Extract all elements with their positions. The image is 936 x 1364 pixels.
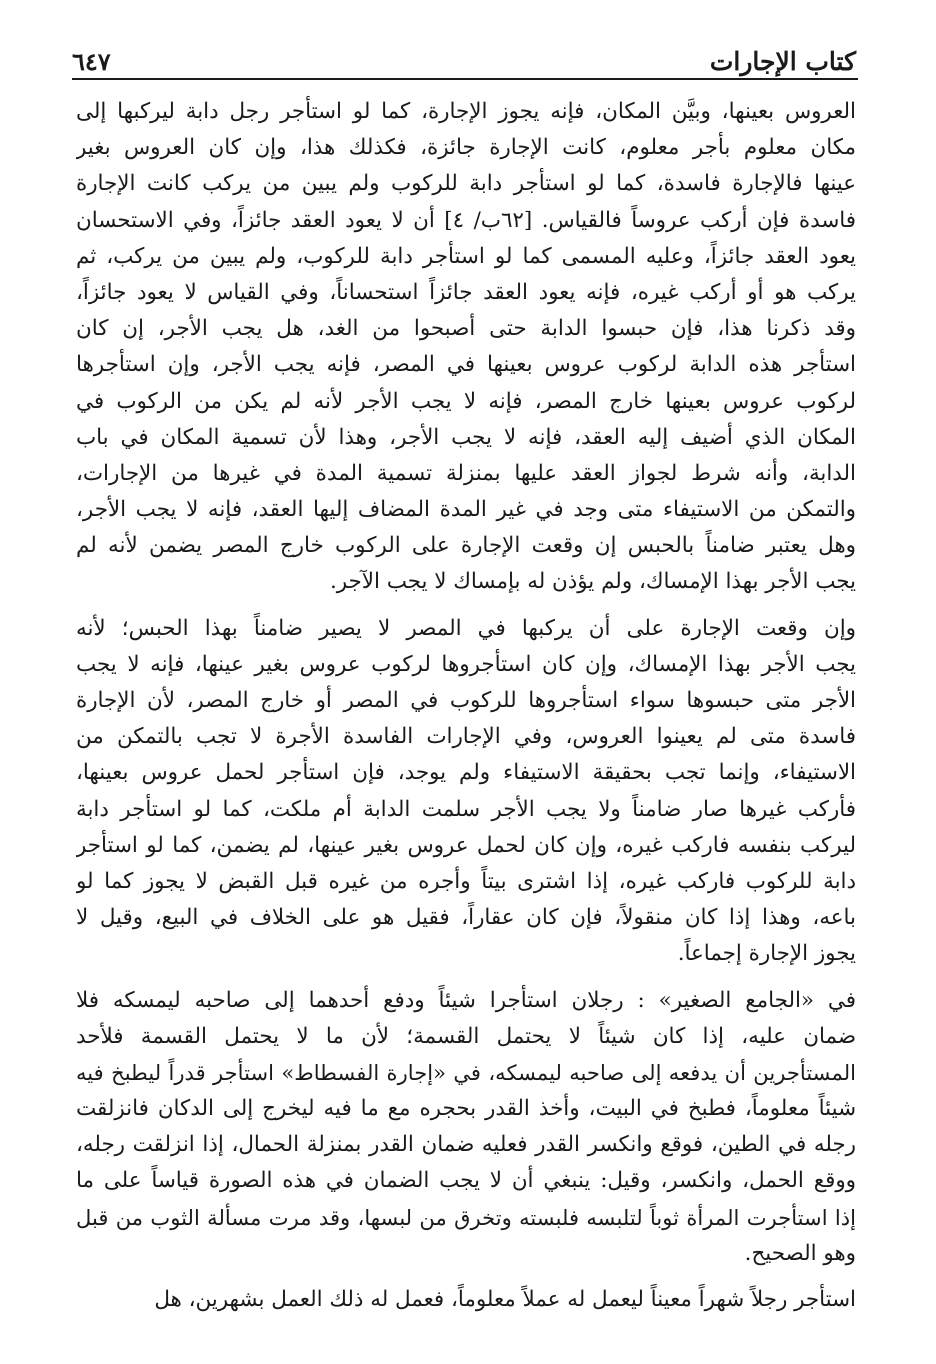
text-line: ضمان عليه، إذا كان شيئاً لا يحتمل القسمة؛ لأن ما لا يحتمل القسمة فلأحد (76, 1023, 856, 1049)
text-line: الاستيفاء، وإنما تجب بحقيقة الاستيفاء ولم يوجد، فإن استأجر لحمل عروس بعينها، (76, 760, 856, 786)
text-line: عينها فالإجارة فاسدة، كما لو استأجر دابة للركوب ولم يبين من يركب كانت الإجارة (76, 171, 856, 197)
text-line: يجب الأجر بهذا الإمساك، وإن كان استأجروها لركوب عروس بغير عينها، فإنه لا يجب (76, 651, 856, 677)
text-line: مكان معلوم بأجر معلوم، كانت الإجارة جائزة، فكذلك هذا، وإن كان العروس بغير (76, 135, 856, 161)
text-line: فاسدة فإن أركب عروساً فالقياس. [٦٢ب/ ٤] أن لا يعود العقد جائزاً، وفي الاستحسان (76, 207, 856, 233)
text-line: دابة للركوب فاركب غيره، إذا اشترى بيتاً وأجره من غيره قبل القبض لا يجوز كما لو (76, 868, 856, 894)
paragraph (76, 1282, 856, 1318)
text-line: يعود العقد جائزاً، وعليه المسمى كما لو استأجر دابة للركوب، ولم يبين من يركب، ثم (76, 243, 856, 269)
text-line: يجب الأجر بهذا الإمساك، ولم يؤذن له بإمساك لا يجب الآجر. (329, 569, 856, 595)
text-line: الدابة، وأنه شرط لجواز العقد عليها بمنزلة تسمية المدة في غيرها من الإجارات، (76, 460, 856, 486)
text-line: العروس بعينها، وبيَّن المكان، فإنه يجوز الإجارة، كما لو استأجر رجل دابة ليركبها إلى (76, 99, 856, 124)
text-line: المستأجرين أن يدفعه إلى صاحبه ليمسكه، في «إجارة الفسطاط» استأجر قدراً ليطبخ فيه (76, 1059, 856, 1085)
text-line: يجوز الإجارة إجماعاً. (677, 941, 856, 967)
header-divider (72, 78, 858, 80)
text-line: الأجر متى حبسوها سواء استأجروها للركوب في المصر أو خارج المصر، لأن الإجارة (76, 688, 856, 713)
paragraph (76, 611, 856, 973)
text-line: وهو الصحيح. (744, 1240, 856, 1266)
text-line: استأجر رجلاً شهراً معيناً ليعمل له عملاً معلوماً، فعمل له ذلك العمل بشهرين، هل (154, 1287, 856, 1312)
text-line: ووقع الحمل، وانكسر، وقيل: ينبغي أن لا يجب الضمان في هذه الصورة قياساً على ما (76, 1168, 856, 1194)
running-title: كتاب الإجارات (709, 47, 856, 76)
text-line: شيئاً معلوماً، فطبخ في البيت، وأخذ القدر بحجره مع ما فيه ليخرج إلى الدكان فانزلقت (76, 1096, 856, 1122)
text-line: والتمكن من الاستيفاء متى وجد في غير المدة المضاف إليها العقد، فإنه لا يجب الأجر، (76, 497, 856, 523)
text-line: ليركب بنفسه فاركب غيره، وإن كان لحمل عروس بغير عينها، لم يضمن، كما لو استأجر (76, 832, 856, 858)
text-line: وقد ذكرنا هذا، فإن حبسوا الدابة حتى أصبحوا من الغد، هل يجب الأجر، إن كان (76, 316, 856, 342)
paragraph (76, 983, 856, 1273)
text-line: وهل يعتبر ضامناً بالحبس إن وقعت الإجارة على الركوب خارج المصر يضمن لأنه لم (76, 533, 856, 559)
text-line: باعه، وهذا إذا كان منقولاً، فإن كان عقاراً، فقيل هو على الخلاف في البيع، وقيل لا (76, 905, 856, 931)
text-line: استأجر هذه الدابة لركوب عروس بعينها في المصر، فإنه يجب الأجر، وإن استأجرها (76, 352, 856, 378)
page-header (72, 30, 856, 74)
text-line: المكان الذي أضيف إليه العقد، فإنه لا يجب الأجر، وهذا لأن تسمية المكان في باب (76, 424, 856, 450)
text-line: في «الجامع الصغير» : رجلان استأجرا شيئاً ودفع أحدهما إلى صاحبه ليمسكه فلا (76, 987, 856, 1013)
text-line: إذا استأجرت المرأة ثوباً لتلبسه فلبسته وتخرق من لبسها، وقد مرت مسألة الثوب من قبل (76, 1204, 856, 1230)
text-line: لركوب عروس بعينها خارج المصر، فإنه لا يجب الأجر لأنه لم يكن من الركوب في (76, 388, 856, 414)
page-number: ٦٤٧ (72, 47, 111, 76)
text-line: فاسدة متى لم يعينوا العروس، وفي الإجارات الفاسدة الأجرة لا تجب بالتمكن من (76, 724, 856, 750)
paragraph (76, 94, 856, 601)
text-line: يركب هو أو أركب غيره، فإنه يعود العقد جائزاً استحساناً، وفي القياس لا يعود جائزاً، (76, 279, 856, 305)
body-text (76, 94, 856, 1328)
text-line: فأركب غيرها صار ضامناً ولا يجب الأجر سلمت الدابة أم ملكت، كما لو استأجر دابة (76, 796, 856, 822)
text-line: وإن وقعت الإجارة على أن يركبها في المصر لا يصير ضامناً بهذا الحبس؛ لأنه (76, 615, 856, 641)
text-line: رجله في الطين، فوقع وانكسر القدر فعليه ضمان القدر بمنزلة الحمال، إذا انزلقت رجله، (76, 1132, 856, 1158)
